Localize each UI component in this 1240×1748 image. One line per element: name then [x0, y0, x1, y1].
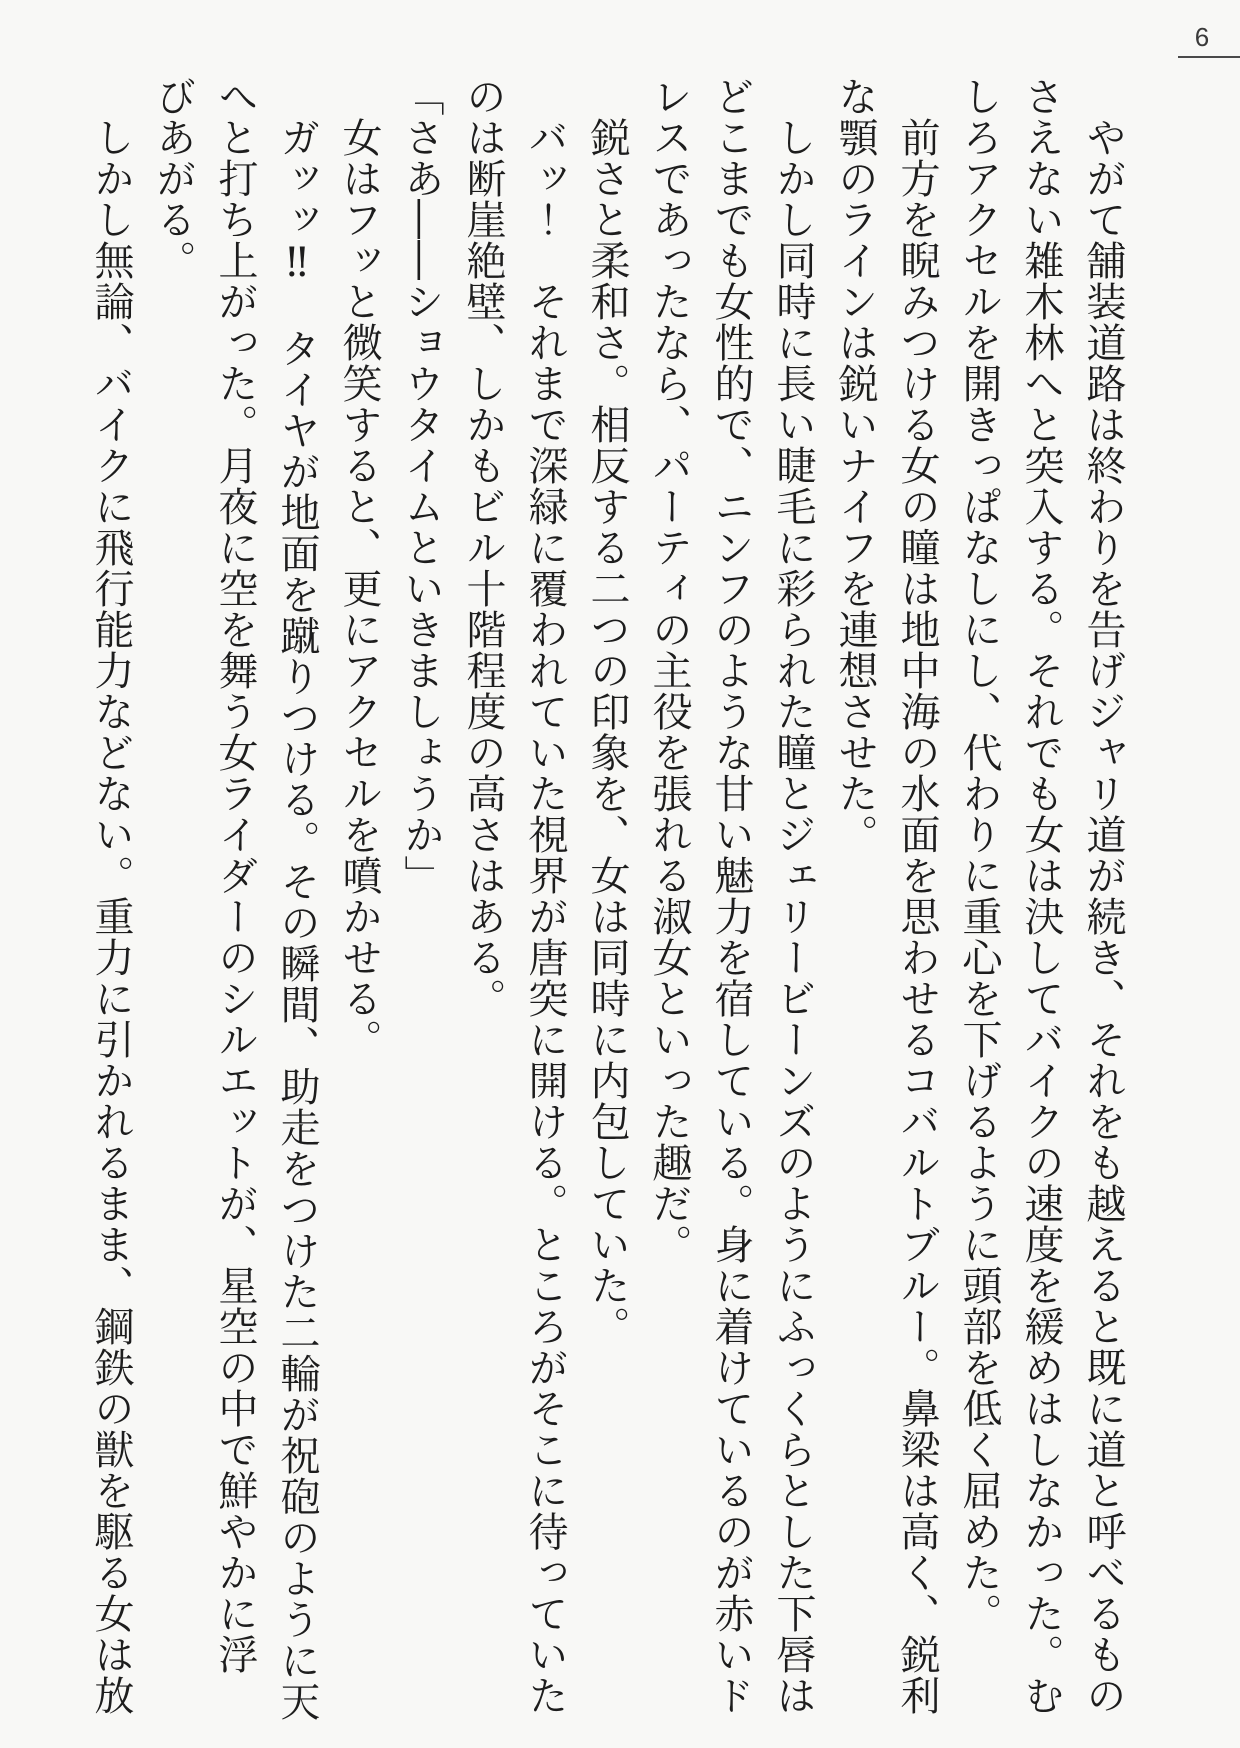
text-column: しかし無論、バイクに飛行能力などない。重力に引かれるまま、鋼鉄の獣を駆る女は放	[88, 117, 134, 1716]
text-column: バッ！ それまで深緑に覆われていた視界が唐突に開ける。ところがそこに待っていた	[522, 117, 568, 1716]
text-column: 「さあ――ショウタイムといきましょうか」	[398, 76, 444, 896]
text-column: しろアクセルを開きっぱなしにし、代わりに重心を下げるように頭部を低く屈めた。	[956, 76, 1002, 1634]
page-number-underline	[1178, 56, 1240, 58]
text-column: 鋭さと柔和さ。相反する二つの印象を、女は同時に内包していた。	[584, 117, 630, 1347]
text-column: びあがる。	[150, 76, 196, 281]
text-column: しかし同時に長い睫毛に彩られた瞳とジェリービーンズのようにふっくらとした下唇は	[770, 117, 816, 1716]
text-column: へと打ち上がった。月夜に空を舞う女ライダーのシルエットが、星空の中で鮮やかに浮	[212, 76, 258, 1675]
text-column: さえない雑木林へと突入する。それでも女は決してバイクの速度を緩めはしなかった。む	[1018, 76, 1064, 1716]
text-column: のは断崖絶壁、しかもビル十階程度の高さはある。	[460, 76, 506, 1019]
text-column: やがて舗装道路は終わりを告げジャリ道が続き、それをも越えると既に道と呼べるもの	[1080, 117, 1126, 1716]
text-column: 前方を睨みつける女の瞳は地中海の水面を思わせるコバルトブルー。鼻梁は高く、鋭利	[894, 117, 940, 1716]
text-column: な顎のラインは鋭いナイフを連想させた。	[832, 76, 878, 855]
vertical-text-block	[78, 76, 1134, 1736]
text-column: レスであったなら、パーティの主役を張れる淑女といった趣だ。	[646, 76, 692, 1265]
page-number: 6	[1194, 22, 1210, 52]
text-column: どこまでも女性的で、ニンフのような甘い魅力を宿している。身に着けているのが赤いド	[708, 76, 754, 1716]
text-column: ガッッ‼ タイヤが地面を蹴りつける。その瞬間、助走をつけた二輪が祝砲のように天	[274, 117, 320, 1722]
text-column: 女はフッと微笑すると、更にアクセルを噴かせる。	[336, 117, 382, 1060]
